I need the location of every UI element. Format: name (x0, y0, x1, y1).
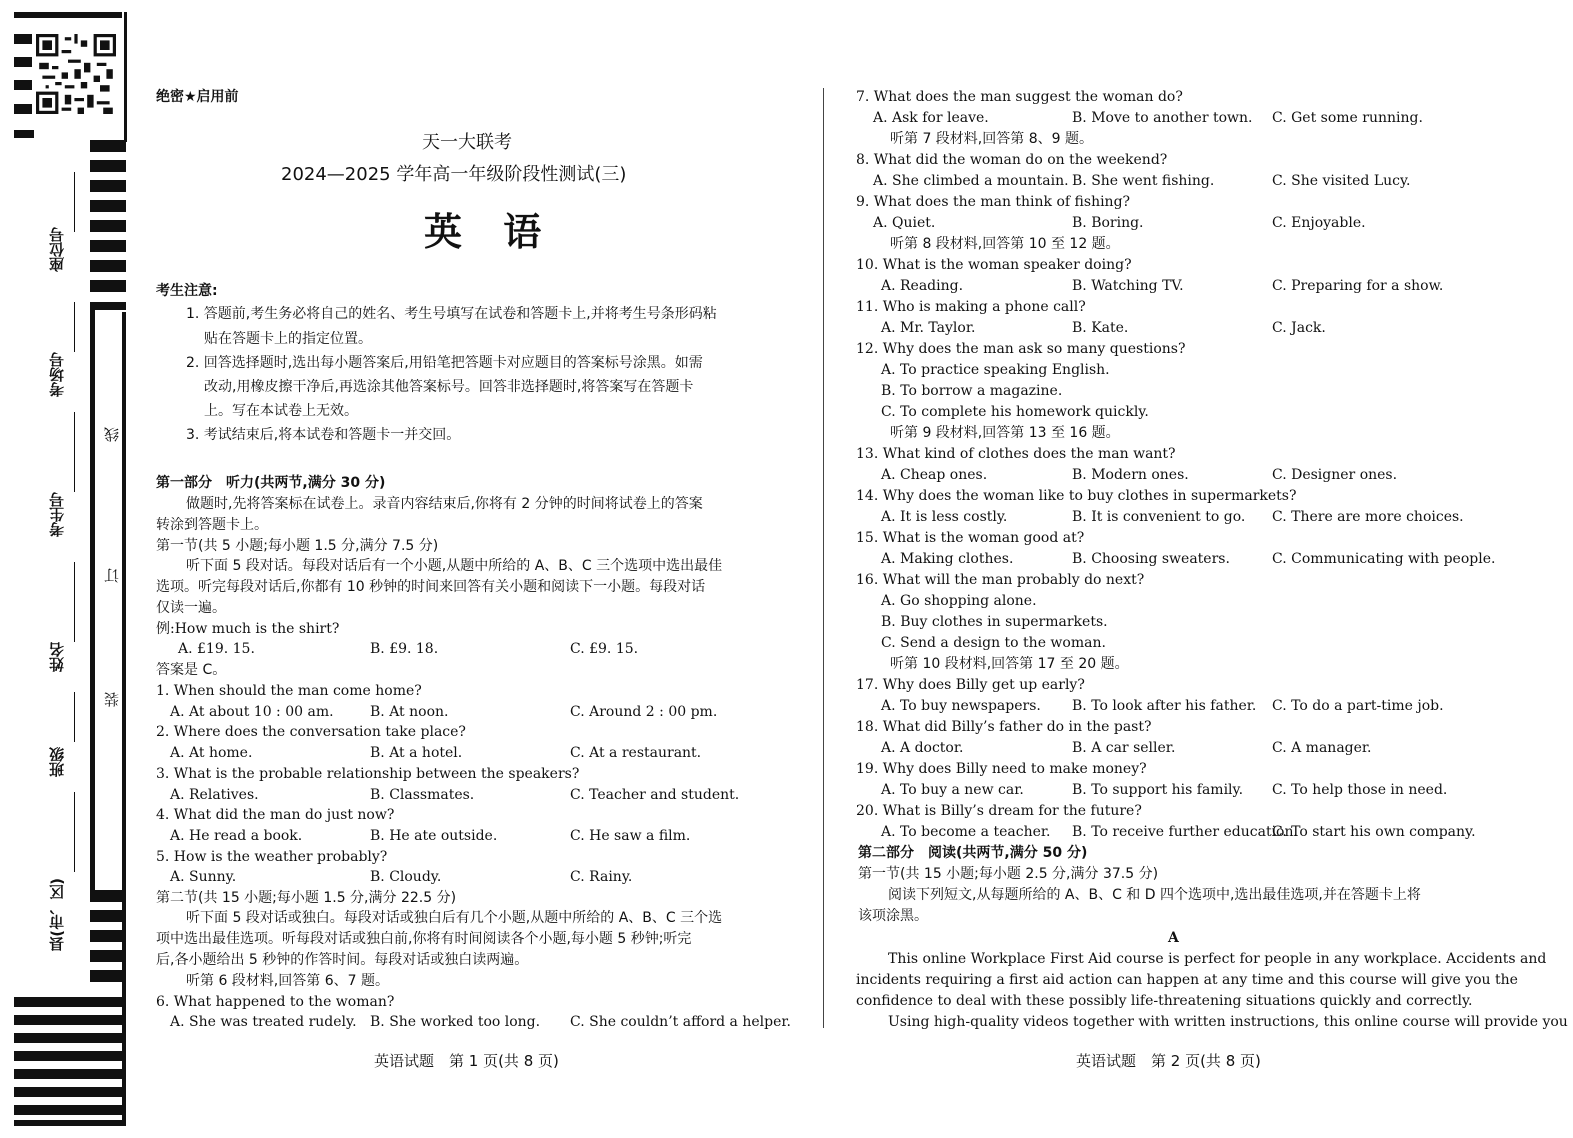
material-note: 听第 7 段材料,回答第 8、9 题。 (890, 131, 1093, 147)
question: 13. What kind of clothes does the man want? (856, 446, 1176, 462)
option: A. She was treated rudely. (170, 1014, 357, 1030)
option: A. Quiet. (873, 215, 936, 231)
column-divider (823, 88, 824, 1028)
material-6: 听第 6 段材料,回答第 6、7 题。 (186, 973, 389, 989)
option: B. Classmates. (370, 787, 475, 803)
section-intro: 阅读下列短文,从每题所给的 A、B、C 和 D 四个选项中,选出最佳选项,并在答题卡上将 (888, 887, 1421, 903)
option: B. To borrow a magazine. (881, 383, 1063, 399)
option: B. At a hotel. (370, 745, 463, 761)
question: 3. What is the probable relationship between the speakers? (156, 766, 580, 782)
field-county-line (74, 792, 75, 872)
qr-code (36, 34, 116, 114)
field-examinee-label: 考生号 (48, 492, 66, 537)
option: C. Send a design to the woman. (881, 635, 1106, 651)
question: 19. Why does Billy need to make money? (856, 761, 1147, 777)
section-text: 该项涂黑。 (858, 908, 928, 924)
option: A. He read a book. (170, 828, 303, 844)
example-option: C. £9. 15. (570, 641, 639, 657)
option: A. A doctor. (881, 740, 964, 756)
option: A. Cheap ones. (881, 467, 988, 483)
notice-line: 上。写在本试卷上无效。 (204, 403, 358, 419)
part1-title: 第一部分 听力(共两节,满分 30 分) (156, 475, 386, 491)
binding-mark-line: 线 (103, 427, 121, 442)
option: B. Buy clothes in supermarkets. (881, 614, 1108, 630)
field-examinee-line (74, 412, 75, 492)
option: B. At noon. (370, 704, 449, 720)
question: 20. What is Billy’s dream for the future? (856, 803, 1142, 819)
option: B. A car seller. (1072, 740, 1176, 756)
field-class-label: 班级 (48, 747, 66, 777)
passage-line: Using high-quality videos together with written instructions, this online course will provide you (888, 1014, 1568, 1030)
option: C. He saw a film. (570, 828, 691, 844)
field-name-label: 姓名 (48, 642, 66, 672)
example-option: A. £19. 15. (178, 641, 255, 657)
field-seat-line (74, 172, 75, 232)
binding-mark-bind: 装 (103, 692, 121, 707)
option: C. Get some running. (1272, 110, 1423, 126)
question: 8. What did the woman do on the weekend? (856, 152, 1168, 168)
option: A. Making clothes. (881, 551, 1014, 567)
option: B. Boring. (1072, 215, 1144, 231)
exam-name: 2024—2025 学年高一年级阶段性测试(三) (281, 164, 627, 185)
exam-org: 天一大联考 (422, 132, 512, 153)
passage-line: confidence to deal with these possibly life-threatening situations quickly and correctly. (856, 993, 1473, 1009)
option: C. Around 2 : 00 pm. (570, 704, 718, 720)
question: 4. What did the man do just now? (156, 807, 395, 823)
page-footer: 英语试题 第 1 页(共 8 页) (374, 1052, 559, 1070)
option: B. Move to another town. (1072, 110, 1253, 126)
notice-line: 2. 回答选择题时,选出每小题答案后,用铅笔把答题卡对应题目的答案标号涂黑。如需 (186, 355, 703, 371)
option: B. To receive further education. (1072, 824, 1298, 840)
field-room-label: 考场号 (48, 352, 66, 397)
question: 1. When should the man come home? (156, 683, 422, 699)
material-note: 听第 8 段材料,回答第 10 至 12 题。 (890, 236, 1120, 252)
field-name-line (74, 562, 75, 642)
option: A. To become a teacher. (881, 824, 1051, 840)
option: B. It is convenient to go. (1072, 509, 1246, 525)
option: B. She worked too long. (370, 1014, 541, 1030)
option: B. To look after his father. (1072, 698, 1257, 714)
option: A. At home. (170, 745, 253, 761)
question: 2. Where does the conversation take place? (156, 724, 466, 740)
option: A. She climbed a mountain. (873, 173, 1069, 189)
subject-title: 英 语 (424, 210, 556, 254)
material-note: 听第 9 段材料,回答第 13 至 16 题。 (890, 425, 1120, 441)
option: B. Choosing sweaters. (1072, 551, 1230, 567)
option: A. Go shopping alone. (881, 593, 1037, 609)
question: 14. Why does the woman like to buy clothes in supermarkets? (856, 488, 1297, 504)
sec2-title: 第二节(共 15 小题;每小题 1.5 分,满分 22.5 分) (156, 890, 457, 906)
option: C. To help those in need. (1272, 782, 1448, 798)
option: A. To buy newspapers. (881, 698, 1041, 714)
option: A. Relatives. (170, 787, 259, 803)
option: B. Kate. (1072, 320, 1129, 336)
sec1-intro: 听下面 5 段对话。每段对话后有一个小题,从题中所给的 A、B、C 三个选项中选出最佳 (186, 558, 723, 574)
notice-title: 考生注意: (156, 283, 218, 299)
option: C. Jack. (1272, 320, 1326, 336)
option: A. Ask for leave. (873, 110, 989, 126)
option: A. Reading. (881, 278, 964, 294)
binding-strip (14, 12, 126, 1126)
field-county-label: 县(市、区) (48, 878, 66, 952)
option: B. He ate outside. (370, 828, 498, 844)
option: A. Mr. Taylor. (881, 320, 976, 336)
question: 18. What did Billy’s father do in the past? (856, 719, 1152, 735)
option: A. Sunny. (170, 869, 237, 885)
passage-label: A (1168, 930, 1179, 946)
option: C. Rainy. (570, 869, 633, 885)
option: C. Designer ones. (1272, 467, 1398, 483)
option: B. To support his family. (1072, 782, 1244, 798)
part2-title: 第二部分 阅读(共两节,满分 50 分) (858, 845, 1088, 861)
option: C. A manager. (1272, 740, 1372, 756)
question: 17. Why does Billy get up early? (856, 677, 1085, 693)
question: 5. How is the weather probably? (156, 849, 388, 865)
question: 16. What will the man probably do next? (856, 572, 1145, 588)
question: 15. What is the woman good at? (856, 530, 1085, 546)
field-class-line (74, 692, 75, 742)
option: B. Modern ones. (1072, 467, 1189, 483)
option: C. Preparing for a show. (1272, 278, 1444, 294)
example-question: 例:How much is the shirt? (156, 621, 340, 637)
option: A. At about 10 : 00 am. (170, 704, 334, 720)
option: A. To buy a new car. (881, 782, 1024, 798)
notice-line: 3. 考试结束后,将本试卷和答题卡一并交回。 (186, 427, 461, 443)
sec2-intro: 项中选出最佳选项。听每段对话或独白前,你将有时间阅读各个小题,每小题 5 秒钟;听完 (156, 931, 692, 947)
field-room-line (74, 302, 75, 352)
notice-line: 1. 答题前,考生务必将自己的姓名、考生号填写在试卷和答题卡上,并将考生号条形码粘 (186, 306, 717, 322)
option: C. To start his own company. (1272, 824, 1476, 840)
sec1-intro: 仅读一遍。 (156, 600, 226, 616)
notice-line: 贴在答题卡上的指定位置。 (204, 331, 372, 347)
binding-mark-staple: 订 (103, 568, 121, 583)
question: 7. What does the man suggest the woman do? (856, 89, 1183, 105)
notice-line: 改动,用橡皮擦干净后,再选涂其他答案标号。回答非选择题时,将答案写在答题卡 (204, 379, 694, 395)
option: B. Watching TV. (1072, 278, 1184, 294)
option: C. There are more choices. (1272, 509, 1464, 525)
sec1-intro: 选项。听完每段对话后,你都有 10 秒钟的时间来回答有关小题和阅读下一小题。每段对话 (156, 579, 706, 595)
part1-intro: 做题时,先将答案标在试卷上。录音内容结束后,你将有 2 分钟的时间将试卷上的答案 (186, 496, 703, 512)
option: A. It is less costly. (881, 509, 1008, 525)
section-text: 第一节(共 15 小题;每小题 2.5 分,满分 37.5 分) (858, 866, 1159, 882)
material-note: 听第 10 段材料,回答第 17 至 20 题。 (890, 656, 1129, 672)
option: C. To complete his homework quickly. (881, 404, 1149, 420)
option: A. To practice speaking English. (881, 362, 1110, 378)
option: C. At a restaurant. (570, 745, 702, 761)
part1-intro: 转涂到答题卡上。 (156, 517, 268, 533)
question: 6. What happened to the woman? (156, 994, 395, 1010)
option: C. She visited Lucy. (1272, 173, 1411, 189)
option: B. Cloudy. (370, 869, 442, 885)
page-footer: 英语试题 第 2 页(共 8 页) (1076, 1052, 1261, 1070)
option: B. She went fishing. (1072, 173, 1215, 189)
option: C. She couldn’t afford a helper. (570, 1014, 791, 1030)
example-answer: 答案是 C。 (156, 662, 227, 678)
option: C. Enjoyable. (1272, 215, 1366, 231)
option: C. Communicating with people. (1272, 551, 1496, 567)
secret-mark: 绝密★启用前 (156, 89, 239, 105)
sec1-title: 第一节(共 5 小题;每小题 1.5 分,满分 7.5 分) (156, 538, 439, 554)
question: 11. Who is making a phone call? (856, 299, 1086, 315)
field-seat-label: 座位号 (48, 227, 66, 272)
option: C. Teacher and student. (570, 787, 740, 803)
example-option: B. £9. 18. (370, 641, 439, 657)
question: 10. What is the woman speaker doing? (856, 257, 1132, 273)
passage-line: incidents requiring a first aid action can happen at any time and this course will give you the (856, 972, 1518, 988)
question: 12. Why does the man ask so many questions? (856, 341, 1186, 357)
question: 9. What does the man think of fishing? (856, 194, 1131, 210)
sec2-intro: 听下面 5 段对话或独白。每段对话或独白后有几个小题,从题中所给的 A、B、C 三个选 (186, 910, 723, 926)
sec2-intro: 后,各小题给出 5 秒钟的作答时间。每段对话或独白读两遍。 (156, 952, 529, 968)
passage-line: This online Workplace First Aid course is perfect for people in any workplace. Accidents and (888, 951, 1547, 967)
option: C. To do a part-time job. (1272, 698, 1444, 714)
